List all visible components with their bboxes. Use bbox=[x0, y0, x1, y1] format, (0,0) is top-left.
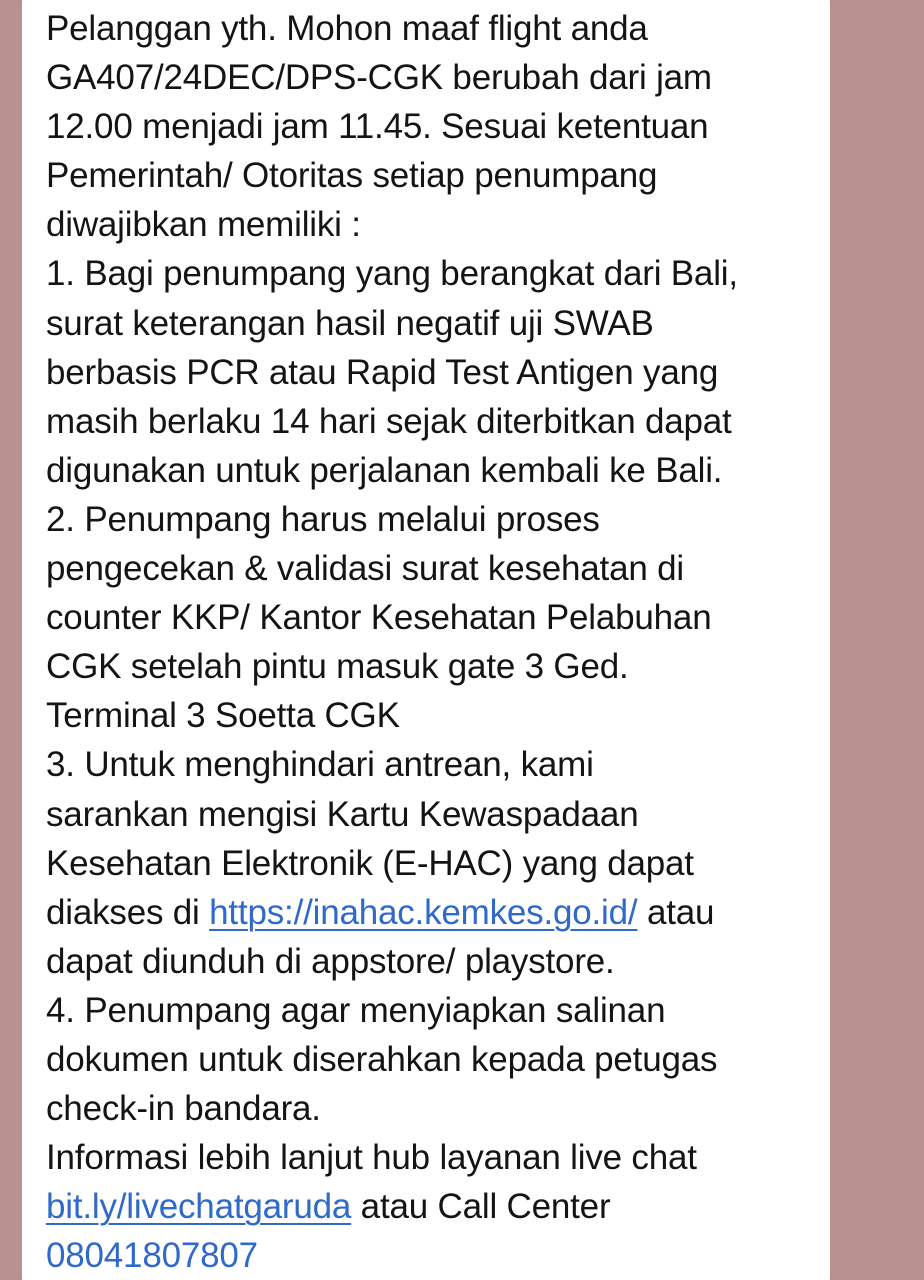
message-line: 3. Untuk menghindari antrean, kami bbox=[46, 745, 594, 785]
call-center-link[interactable]: 08041807807 bbox=[46, 1236, 258, 1276]
message-line: Terminal 3 Soetta CGK bbox=[46, 696, 400, 736]
message-line: surat keterangan hasil negatif uji SWAB bbox=[46, 303, 654, 343]
message-line: Kesehatan Elektronik (E-HAC) yang dapat bbox=[46, 843, 694, 883]
message-line: Informasi lebih lanjut hub layanan live chat bbox=[46, 1138, 697, 1178]
message-line: sarankan mengisi Kartu Kewaspadaan bbox=[46, 794, 639, 834]
ehac-link[interactable]: https://inahac.kemkes.go.id/ bbox=[209, 892, 638, 932]
message-line: GA407/24DEC/DPS-CGK berubah dari jam bbox=[46, 58, 712, 98]
message-line: check-in bandara. bbox=[46, 1089, 321, 1129]
message-line: counter KKP/ Kantor Kesehatan Pelabuhan bbox=[46, 598, 712, 638]
message-line: 12.00 menjadi jam 11.45. Sesuai ketentuan bbox=[46, 107, 709, 147]
message-line: berbasis PCR atau Rapid Test Antigen yang bbox=[46, 352, 719, 392]
phone-line bbox=[46, 1231, 826, 1280]
message-line: dapat diunduh di appstore/ playstore. bbox=[46, 941, 615, 981]
livechat-line bbox=[46, 1182, 826, 1231]
message-line: Pelanggan yth. Mohon maaf flight anda bbox=[46, 9, 648, 48]
message-line: CGK setelah pintu masuk gate 3 Ged. bbox=[46, 647, 629, 687]
livechat-suffix: atau Call Center bbox=[351, 1187, 611, 1227]
message-line: diwajibkan memiliki : bbox=[46, 205, 361, 245]
livechat-link[interactable]: bit.ly/livechatgaruda bbox=[46, 1187, 352, 1227]
message-line: pengecekan & validasi surat kesehatan di bbox=[46, 549, 684, 589]
message-line: dokumen untuk diserahkan kepada petugas bbox=[46, 1039, 718, 1079]
message-line: masih berlaku 14 hari sejak diterbitkan dapat bbox=[46, 401, 732, 441]
message-line: 4. Penumpang agar menyiapkan salinan bbox=[46, 990, 666, 1030]
message-line: digunakan untuk perjalanan kembali ke Bali. bbox=[46, 450, 723, 490]
ehac-suffix: atau bbox=[637, 892, 715, 932]
message-line: 1. Bagi penumpang yang berangkat dari Bali, bbox=[46, 254, 738, 294]
message-line: 2. Penumpang harus melalui proses bbox=[46, 499, 600, 539]
message-text bbox=[46, 4, 826, 1280]
ehac-line bbox=[46, 888, 826, 937]
ehac-prefix: diakses di bbox=[46, 892, 210, 932]
message-line: Pemerintah/ Otoritas setiap penumpang bbox=[46, 156, 658, 196]
